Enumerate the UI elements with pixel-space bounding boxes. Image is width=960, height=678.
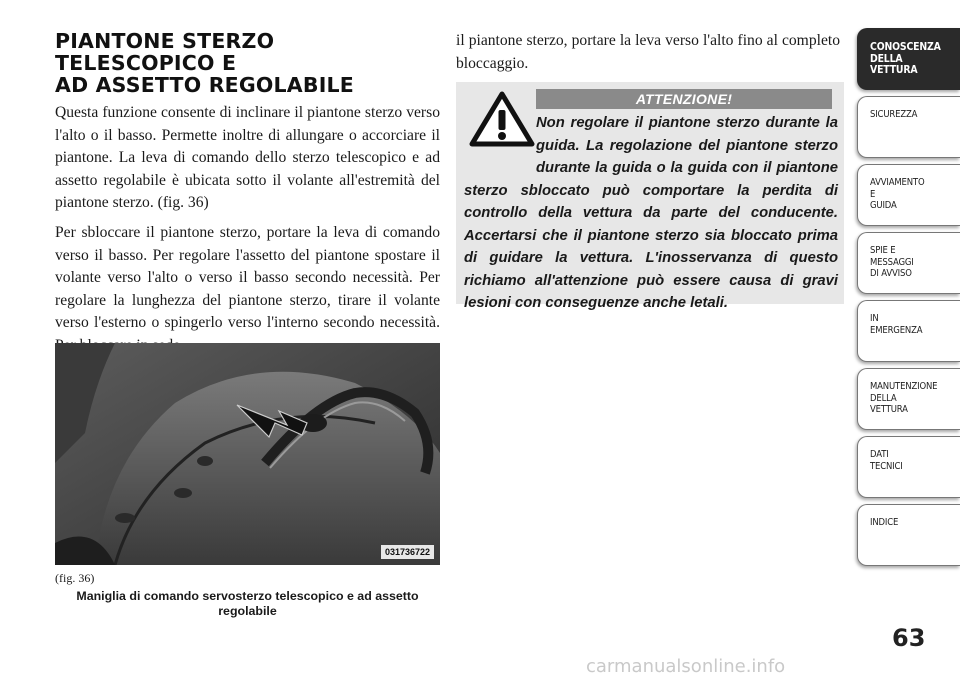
heading-line-1: PIANTONE STERZO TELESCOPICO E xyxy=(55,29,275,75)
tab-label: AVVIAMENTO E GUIDA xyxy=(870,177,925,211)
tab-label: SICUREZZA xyxy=(870,109,918,120)
tab-dati-tecnici[interactable] xyxy=(857,436,960,498)
paragraph-unlock: Per sbloccare il piantone sterzo, portare la leva di comando verso il basso. Per regolare l'assetto del piantone spostare il volante verso l'alto o verso il basso secondo necessità. Per regolare la lunghezza del piantone sterzo, tirare il volante verso l'esterno o spingerlo verso l'interno secondo necessità. xyxy=(55,223,440,332)
tab-indice[interactable] xyxy=(857,504,960,566)
tab-emergenza[interactable] xyxy=(857,300,960,362)
tab-manutenzione[interactable] xyxy=(857,368,960,430)
chapter-sidebar xyxy=(857,28,960,572)
watermark: carmanualsonline.info xyxy=(586,656,786,677)
left-column xyxy=(55,30,440,365)
right-column xyxy=(456,30,840,75)
tab-sicurezza[interactable] xyxy=(857,96,960,158)
warning-box xyxy=(456,82,844,311)
tab-label: MANUTENZIONE DELLA VETTURA xyxy=(870,381,938,415)
figure-steering-lever xyxy=(55,343,440,565)
page-number: 63 xyxy=(892,624,926,652)
paragraph-intro: Questa funzione consente di inclinare il piantone sterzo verso l'alto o il basso. Permette inoltre di allungare o accorciare il piantone. La leva di comando dello sterzo telescopico e ad assetto regolabile è ubicata sotto il volante all'estremità del piantone sterzo. (fig. 36) xyxy=(55,104,440,212)
section-heading xyxy=(55,30,440,96)
figure-caption: Maniglia di comando servosterzo telescopico e ad assetto regolabile xyxy=(76,589,419,618)
warning-text xyxy=(464,112,838,315)
tab-label: CONOSCENZA DELLA VETTURA xyxy=(870,40,941,76)
steering-column-illustration xyxy=(55,343,440,565)
warning-title: ATTENZIONE! xyxy=(536,89,832,109)
heading-line-2: AD ASSETTO REGOLABILE xyxy=(55,73,354,97)
figure-code: 031736722 xyxy=(381,545,434,559)
tab-label: SPIE E MESSAGGI DI AVVISO xyxy=(870,245,914,279)
tab-label: IN EMERGENZA xyxy=(870,313,923,336)
tab-label: INDICE xyxy=(870,517,899,528)
tab-spie-messaggi[interactable] xyxy=(857,232,960,294)
tab-conoscenza-vettura[interactable] xyxy=(857,28,960,90)
figure-reference: (fig. 36) xyxy=(55,571,95,585)
tab-avviamento-guida[interactable] xyxy=(857,164,960,226)
warning-text-content: Non regolare il piantone sterzo durante la guida. La regolazione del piantone sterzo durante la guida o la guida con il piantone sterzo sbloccato può comportare la perdita di controllo della vettura da parte del conducente. Accertarsi che il piantone sterzo sia bloccato prima di guidare la vettura. L'inosservanza di questo richiamo all'attenzione può essere causa di gravi lesioni con conseguenze anche letali. xyxy=(464,115,838,311)
tab-label: DATI TECNICI xyxy=(870,449,903,472)
paragraph-lock: il piantone sterzo, portare la leva verso l'alto fino al completo bloccaggio. xyxy=(456,32,840,72)
